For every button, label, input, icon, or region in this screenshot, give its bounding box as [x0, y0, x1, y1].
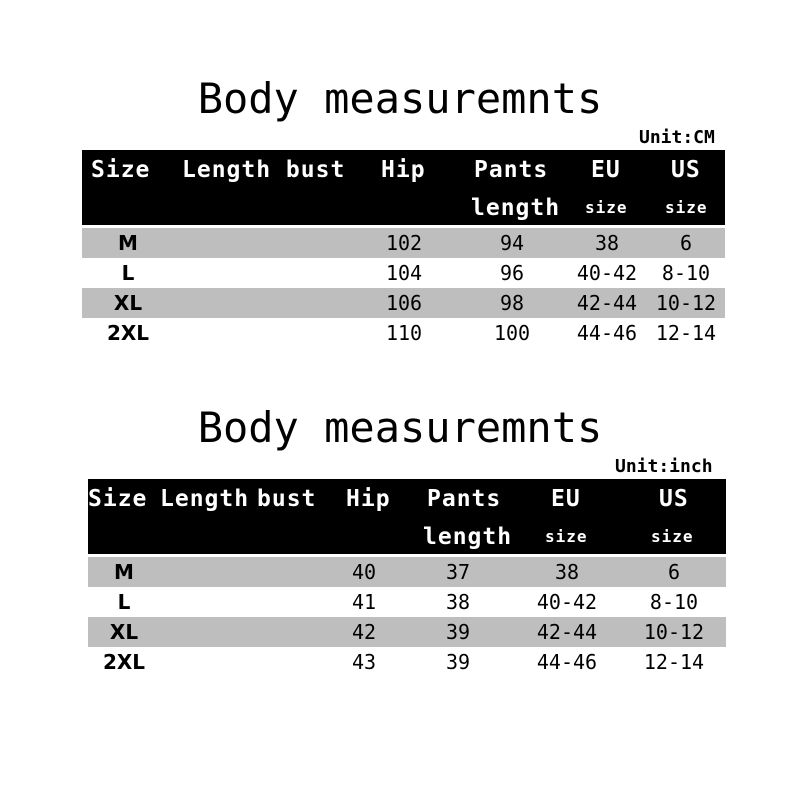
- cell-us: 12-14: [655, 321, 717, 345]
- header-hip: Hip: [381, 157, 426, 183]
- table-title: Body measuremnts: [197, 403, 603, 452]
- cell-pants: 39: [445, 650, 471, 674]
- header-us: US: [659, 486, 689, 512]
- header-size: Size: [88, 486, 148, 512]
- cell-eu: 40-42: [576, 261, 638, 285]
- cell-pants: 37: [445, 560, 471, 584]
- cell-hip: 42: [351, 620, 377, 644]
- header-eu-sub: size: [585, 198, 628, 217]
- table-row: [88, 587, 726, 617]
- cell-us: 10-12: [643, 620, 705, 644]
- cell-pants: 39: [445, 620, 471, 644]
- cell-hip: 110: [385, 321, 423, 345]
- table-row: [88, 557, 726, 587]
- header-pants-sub: length: [423, 524, 513, 550]
- cell-us: 8-10: [661, 261, 711, 285]
- cell-hip: 106: [385, 291, 423, 315]
- cell-hip: 102: [385, 231, 423, 255]
- cell-eu: 38: [554, 560, 580, 584]
- header-us-sub: size: [665, 198, 708, 217]
- cell-eu: 40-42: [536, 590, 598, 614]
- table-row: [82, 288, 725, 318]
- cell-us: 12-14: [643, 650, 705, 674]
- cell-us: 6: [667, 560, 681, 584]
- table-row: [82, 318, 725, 348]
- size-table-inch: [88, 479, 726, 675]
- cell-eu: 38: [594, 231, 620, 255]
- header-hip: Hip: [346, 486, 391, 512]
- header-length-bust: Length bust: [182, 157, 346, 183]
- cell-hip: 104: [385, 261, 423, 285]
- cell-eu: 42-44: [576, 291, 638, 315]
- cell-us: 8-10: [649, 590, 699, 614]
- cell-size: L: [117, 590, 131, 614]
- header-length: Length: [160, 486, 250, 512]
- table-row: [82, 258, 725, 288]
- cell-hip: 41: [351, 590, 377, 614]
- table-row: [88, 647, 726, 677]
- header-bust: bust: [257, 486, 317, 512]
- cell-pants: 96: [499, 261, 525, 285]
- header-size: Size: [91, 157, 151, 183]
- header-pants: Pants: [427, 486, 502, 512]
- header-us-sub: size: [651, 527, 694, 546]
- cell-pants: 38: [445, 590, 471, 614]
- table-header: [82, 150, 725, 225]
- cell-size: M: [114, 560, 134, 584]
- size-table-cm: [82, 150, 725, 346]
- unit-label: Unit:CM: [639, 127, 715, 148]
- cell-pants: 94: [499, 231, 525, 255]
- header-eu: EU: [551, 486, 581, 512]
- cell-eu: 42-44: [536, 620, 598, 644]
- cell-size: M: [118, 231, 138, 255]
- cell-us: 6: [679, 231, 693, 255]
- unit-label: Unit:inch: [615, 456, 713, 477]
- cell-pants: 100: [493, 321, 531, 345]
- cell-size: XL: [113, 291, 143, 315]
- cell-pants: 98: [499, 291, 525, 315]
- cell-eu: 44-46: [576, 321, 638, 345]
- cell-hip: 43: [351, 650, 377, 674]
- table-header: [88, 479, 726, 554]
- table-row: [82, 228, 725, 258]
- cell-size: 2XL: [102, 650, 146, 674]
- table-title: Body measuremnts: [197, 74, 603, 123]
- cell-us: 10-12: [655, 291, 717, 315]
- cell-size: L: [121, 261, 135, 285]
- header-us: US: [671, 157, 701, 183]
- cell-eu: 44-46: [536, 650, 598, 674]
- header-eu: EU: [591, 157, 621, 183]
- header-pants-sub: length: [471, 195, 561, 221]
- header-pants: Pants: [474, 157, 549, 183]
- cell-size: 2XL: [106, 321, 150, 345]
- cell-size: XL: [109, 620, 139, 644]
- table-row: [88, 617, 726, 647]
- header-eu-sub: size: [545, 527, 588, 546]
- cell-hip: 40: [351, 560, 377, 584]
